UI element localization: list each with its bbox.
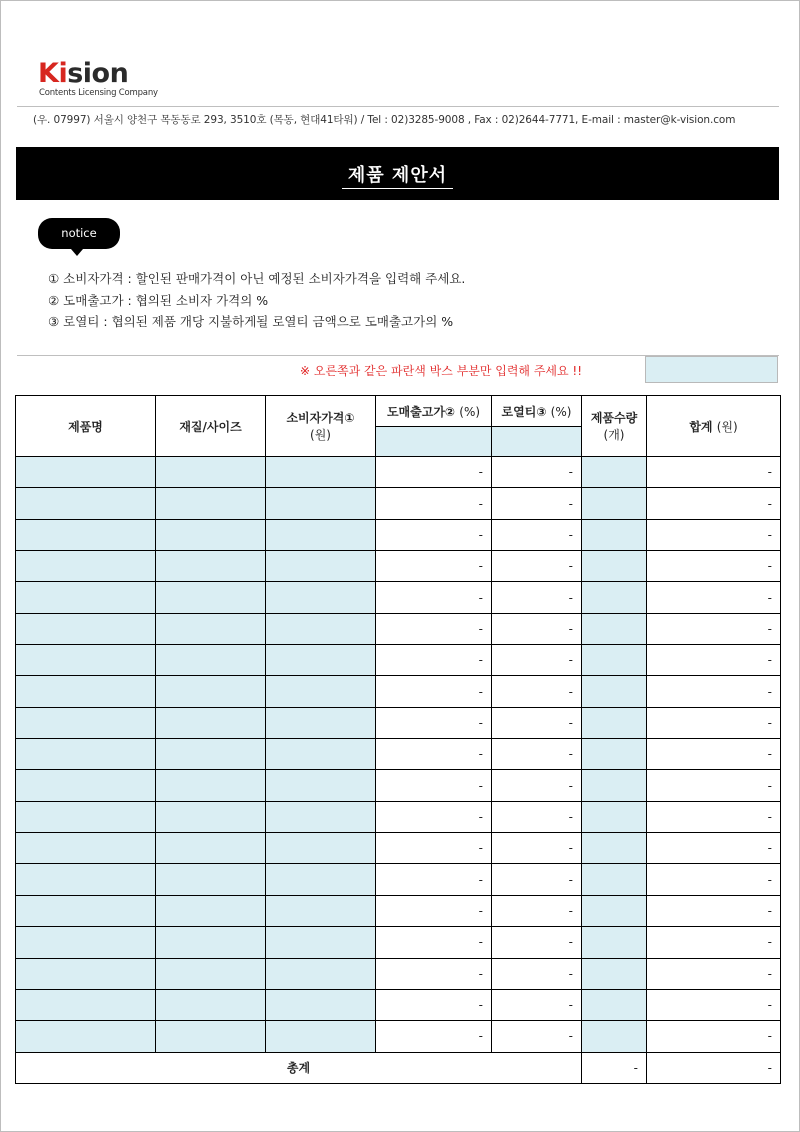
material-size-input[interactable] bbox=[156, 770, 266, 801]
consumer-price-input[interactable] bbox=[266, 488, 376, 519]
table-row bbox=[16, 519, 781, 550]
row-total-cell: - bbox=[647, 676, 781, 707]
row-total-cell: - bbox=[647, 551, 781, 582]
col-header-material-size: 재질/사이즈 bbox=[156, 396, 266, 457]
material-size-input[interactable] bbox=[156, 989, 266, 1020]
material-size-input[interactable] bbox=[156, 739, 266, 770]
row-total-cell: - bbox=[647, 582, 781, 613]
table-row bbox=[16, 958, 781, 989]
grand-total-label: 총계 bbox=[16, 1052, 582, 1083]
quantity-input[interactable] bbox=[582, 927, 647, 958]
consumer-price-unit: (원) bbox=[310, 428, 331, 442]
total-label: 합계 bbox=[689, 419, 713, 434]
proposal-table bbox=[15, 395, 781, 1084]
quantity-input[interactable] bbox=[582, 519, 647, 550]
consumer-price-input[interactable] bbox=[266, 551, 376, 582]
material-size-input[interactable] bbox=[156, 707, 266, 738]
royalty-amount-cell: - bbox=[492, 895, 582, 926]
material-size-input[interactable] bbox=[156, 801, 266, 832]
consumer-price-input[interactable] bbox=[266, 645, 376, 676]
quantity-input[interactable] bbox=[582, 801, 647, 832]
notice-item: ③ 로열티 : 협의된 제품 개당 지불하게될 로열티 금액으로 도매출고가의 % bbox=[48, 314, 454, 329]
material-size-input[interactable] bbox=[156, 519, 266, 550]
row-total-cell: - bbox=[647, 739, 781, 770]
table-row bbox=[16, 739, 781, 770]
material-size-input[interactable] bbox=[156, 1021, 266, 1052]
consumer-price-input[interactable] bbox=[266, 801, 376, 832]
page-title: 제품 제안서 bbox=[16, 161, 779, 187]
product-name-input[interactable] bbox=[16, 770, 156, 801]
wholesale-price-cell: - bbox=[376, 739, 492, 770]
wholesale-price-cell: - bbox=[376, 801, 492, 832]
royalty-amount-cell: - bbox=[492, 958, 582, 989]
table-row bbox=[16, 551, 781, 582]
material-size-input[interactable] bbox=[156, 551, 266, 582]
table-row bbox=[16, 770, 781, 801]
wholesale-price-cell: - bbox=[376, 707, 492, 738]
royalty-amount-cell: - bbox=[492, 927, 582, 958]
wholesale-price-cell: - bbox=[376, 457, 492, 488]
material-size-input[interactable] bbox=[156, 864, 266, 895]
table-row bbox=[16, 613, 781, 644]
company-address: (우. 07997) 서울시 양천구 목동동로 293, 3510호 (목동, 현대41타워) / Tel : 02)3285-9008 , Fax : 02)2644-7771, E-mail : master@k-vision.com bbox=[33, 114, 736, 126]
wholesale-price-cell: - bbox=[376, 551, 492, 582]
royalty-amount-cell: - bbox=[492, 801, 582, 832]
table-row bbox=[16, 895, 781, 926]
kvision-logo bbox=[38, 58, 158, 98]
table-row bbox=[16, 457, 781, 488]
wholesale-rate-input[interactable] bbox=[376, 427, 492, 457]
quantity-input[interactable] bbox=[582, 582, 647, 613]
wholesale-price-cell: - bbox=[376, 613, 492, 644]
royalty-amount-cell: - bbox=[492, 739, 582, 770]
product-name-input[interactable] bbox=[16, 676, 156, 707]
quantity-unit: (개) bbox=[603, 428, 625, 442]
wholesale-price-cell: - bbox=[376, 676, 492, 707]
table-row bbox=[16, 645, 781, 676]
product-name-input[interactable] bbox=[16, 1021, 156, 1052]
row-total-cell: - bbox=[647, 519, 781, 550]
royalty-amount-cell: - bbox=[492, 707, 582, 738]
grand-total-amount: - bbox=[647, 1052, 781, 1083]
row-total-cell: - bbox=[647, 707, 781, 738]
material-size-input[interactable] bbox=[156, 676, 266, 707]
col-header-consumer-price bbox=[266, 396, 376, 457]
quantity-input[interactable] bbox=[582, 488, 647, 519]
royalty-label: 로열티③ bbox=[501, 404, 547, 419]
col-header-wholesale bbox=[376, 396, 492, 427]
product-name-input[interactable] bbox=[16, 833, 156, 864]
wholesale-price-cell: - bbox=[376, 1021, 492, 1052]
product-name-input[interactable] bbox=[16, 864, 156, 895]
consumer-price-input[interactable] bbox=[266, 864, 376, 895]
quantity-input[interactable] bbox=[582, 739, 647, 770]
quantity-input[interactable] bbox=[582, 1021, 647, 1052]
notice-badge-tail bbox=[71, 249, 83, 256]
wholesale-price-cell: - bbox=[376, 989, 492, 1020]
input-instruction: ※ 오른쪽과 같은 파란색 박스 부분만 입력해 주세요 !! bbox=[300, 364, 583, 378]
table-row bbox=[16, 801, 781, 832]
wholesale-price-cell: - bbox=[376, 927, 492, 958]
royalty-amount-cell: - bbox=[492, 989, 582, 1020]
consumer-price-input[interactable] bbox=[266, 613, 376, 644]
product-name-input[interactable] bbox=[16, 613, 156, 644]
royalty-amount-cell: - bbox=[492, 1021, 582, 1052]
royalty-amount-cell: - bbox=[492, 551, 582, 582]
row-total-cell: - bbox=[647, 488, 781, 519]
wholesale-price-cell: - bbox=[376, 895, 492, 926]
wholesale-price-cell: - bbox=[376, 519, 492, 550]
product-name-input[interactable] bbox=[16, 927, 156, 958]
table-row bbox=[16, 927, 781, 958]
royalty-amount-cell: - bbox=[492, 645, 582, 676]
consumer-price-input[interactable] bbox=[266, 895, 376, 926]
logo-tagline: Contents Licensing Company bbox=[39, 88, 158, 98]
input-legend-box bbox=[645, 356, 778, 383]
table-row bbox=[16, 676, 781, 707]
product-name-input[interactable] bbox=[16, 958, 156, 989]
total-unit: (원) bbox=[716, 419, 738, 434]
notice-badge: notice bbox=[38, 218, 120, 249]
table-row bbox=[16, 707, 781, 738]
quantity-input[interactable] bbox=[582, 676, 647, 707]
consumer-price-input[interactable] bbox=[266, 989, 376, 1020]
royalty-amount-cell: - bbox=[492, 833, 582, 864]
consumer-price-input[interactable] bbox=[266, 707, 376, 738]
wholesale-price-cell: - bbox=[376, 833, 492, 864]
product-name-input[interactable] bbox=[16, 551, 156, 582]
quantity-input[interactable] bbox=[582, 613, 647, 644]
row-total-cell: - bbox=[647, 1021, 781, 1052]
product-name-input[interactable] bbox=[16, 457, 156, 488]
header-divider bbox=[17, 106, 779, 107]
consumer-price-input[interactable] bbox=[266, 958, 376, 989]
table-row bbox=[16, 1021, 781, 1052]
consumer-price-input[interactable] bbox=[266, 833, 376, 864]
notice-item: ② 도매출고가 : 협의된 소비자 가격의 % bbox=[48, 292, 269, 308]
product-name-input[interactable] bbox=[16, 989, 156, 1020]
material-size-input[interactable] bbox=[156, 488, 266, 519]
quantity-input[interactable] bbox=[582, 864, 647, 895]
material-size-input[interactable] bbox=[156, 645, 266, 676]
quantity-input[interactable] bbox=[582, 833, 647, 864]
material-size-input[interactable] bbox=[156, 582, 266, 613]
row-total-cell: - bbox=[647, 958, 781, 989]
notice-item: ① 소비자가격 : 할인된 판매가격이 아닌 예정된 소비자가격을 입력해 주세요. bbox=[48, 271, 466, 286]
material-size-input[interactable] bbox=[156, 833, 266, 864]
quantity-input[interactable] bbox=[582, 457, 647, 488]
consumer-price-input[interactable] bbox=[266, 676, 376, 707]
row-total-cell: - bbox=[647, 989, 781, 1020]
quantity-input[interactable] bbox=[582, 645, 647, 676]
wholesale-label: 도매출고가② bbox=[386, 404, 456, 419]
royalty-amount-cell: - bbox=[492, 457, 582, 488]
consumer-price-label: 소비자가격① bbox=[286, 411, 355, 425]
royalty-amount-cell: - bbox=[492, 519, 582, 550]
grand-total-quantity: - bbox=[582, 1052, 647, 1083]
wholesale-price-cell: - bbox=[376, 582, 492, 613]
product-name-input[interactable] bbox=[16, 801, 156, 832]
col-header-total bbox=[647, 396, 781, 457]
col-header-quantity bbox=[582, 396, 647, 457]
wholesale-price-cell: - bbox=[376, 958, 492, 989]
consumer-price-input[interactable] bbox=[266, 739, 376, 770]
consumer-price-input[interactable] bbox=[266, 1021, 376, 1052]
wholesale-price-cell: - bbox=[376, 770, 492, 801]
table-row bbox=[16, 488, 781, 519]
table-row bbox=[16, 864, 781, 895]
royalty-amount-cell: - bbox=[492, 770, 582, 801]
royalty-amount-cell: - bbox=[492, 613, 582, 644]
quantity-input[interactable] bbox=[582, 707, 647, 738]
row-total-cell: - bbox=[647, 864, 781, 895]
quantity-input[interactable] bbox=[582, 989, 647, 1020]
product-name-input[interactable] bbox=[16, 582, 156, 613]
consumer-price-input[interactable] bbox=[266, 519, 376, 550]
royalty-amount-cell: - bbox=[492, 676, 582, 707]
wholesale-price-cell: - bbox=[376, 488, 492, 519]
product-name-input[interactable] bbox=[16, 519, 156, 550]
quantity-input[interactable] bbox=[582, 770, 647, 801]
table-row bbox=[16, 833, 781, 864]
product-name-input[interactable] bbox=[16, 739, 156, 770]
consumer-price-input[interactable] bbox=[266, 770, 376, 801]
row-total-cell: - bbox=[647, 613, 781, 644]
col-header-product-name: 제품명 bbox=[16, 396, 156, 457]
row-total-cell: - bbox=[647, 895, 781, 926]
material-size-input[interactable] bbox=[156, 895, 266, 926]
royalty-rate-input[interactable] bbox=[492, 427, 582, 457]
product-name-input[interactable] bbox=[16, 895, 156, 926]
material-size-input[interactable] bbox=[156, 958, 266, 989]
quantity-input[interactable] bbox=[582, 551, 647, 582]
row-total-cell: - bbox=[647, 645, 781, 676]
quantity-input[interactable] bbox=[582, 958, 647, 989]
wholesale-price-cell: - bbox=[376, 645, 492, 676]
royalty-amount-cell: - bbox=[492, 864, 582, 895]
consumer-price-input[interactable] bbox=[266, 927, 376, 958]
wholesale-unit: (%) bbox=[459, 404, 481, 419]
consumer-price-input[interactable] bbox=[266, 457, 376, 488]
material-size-input[interactable] bbox=[156, 613, 266, 644]
quantity-label: 제품수량 bbox=[590, 411, 638, 425]
material-size-input[interactable] bbox=[156, 457, 266, 488]
royalty-amount-cell: - bbox=[492, 488, 582, 519]
row-total-cell: - bbox=[647, 833, 781, 864]
product-name-input[interactable] bbox=[16, 645, 156, 676]
consumer-price-input[interactable] bbox=[266, 582, 376, 613]
royalty-unit: (%) bbox=[550, 404, 572, 419]
col-header-royalty bbox=[492, 396, 582, 427]
wholesale-price-cell: - bbox=[376, 864, 492, 895]
quantity-input[interactable] bbox=[582, 895, 647, 926]
royalty-amount-cell: - bbox=[492, 582, 582, 613]
material-size-input[interactable] bbox=[156, 927, 266, 958]
notice-list bbox=[48, 268, 465, 333]
row-total-cell: - bbox=[647, 927, 781, 958]
row-total-cell: - bbox=[647, 801, 781, 832]
logo-wordmark: Kision bbox=[38, 58, 129, 89]
product-name-input[interactable] bbox=[16, 707, 156, 738]
table-row bbox=[16, 582, 781, 613]
row-total-cell: - bbox=[647, 770, 781, 801]
product-name-input[interactable] bbox=[16, 488, 156, 519]
title-bar bbox=[16, 147, 779, 200]
table-row bbox=[16, 989, 781, 1020]
row-total-cell: - bbox=[647, 457, 781, 488]
